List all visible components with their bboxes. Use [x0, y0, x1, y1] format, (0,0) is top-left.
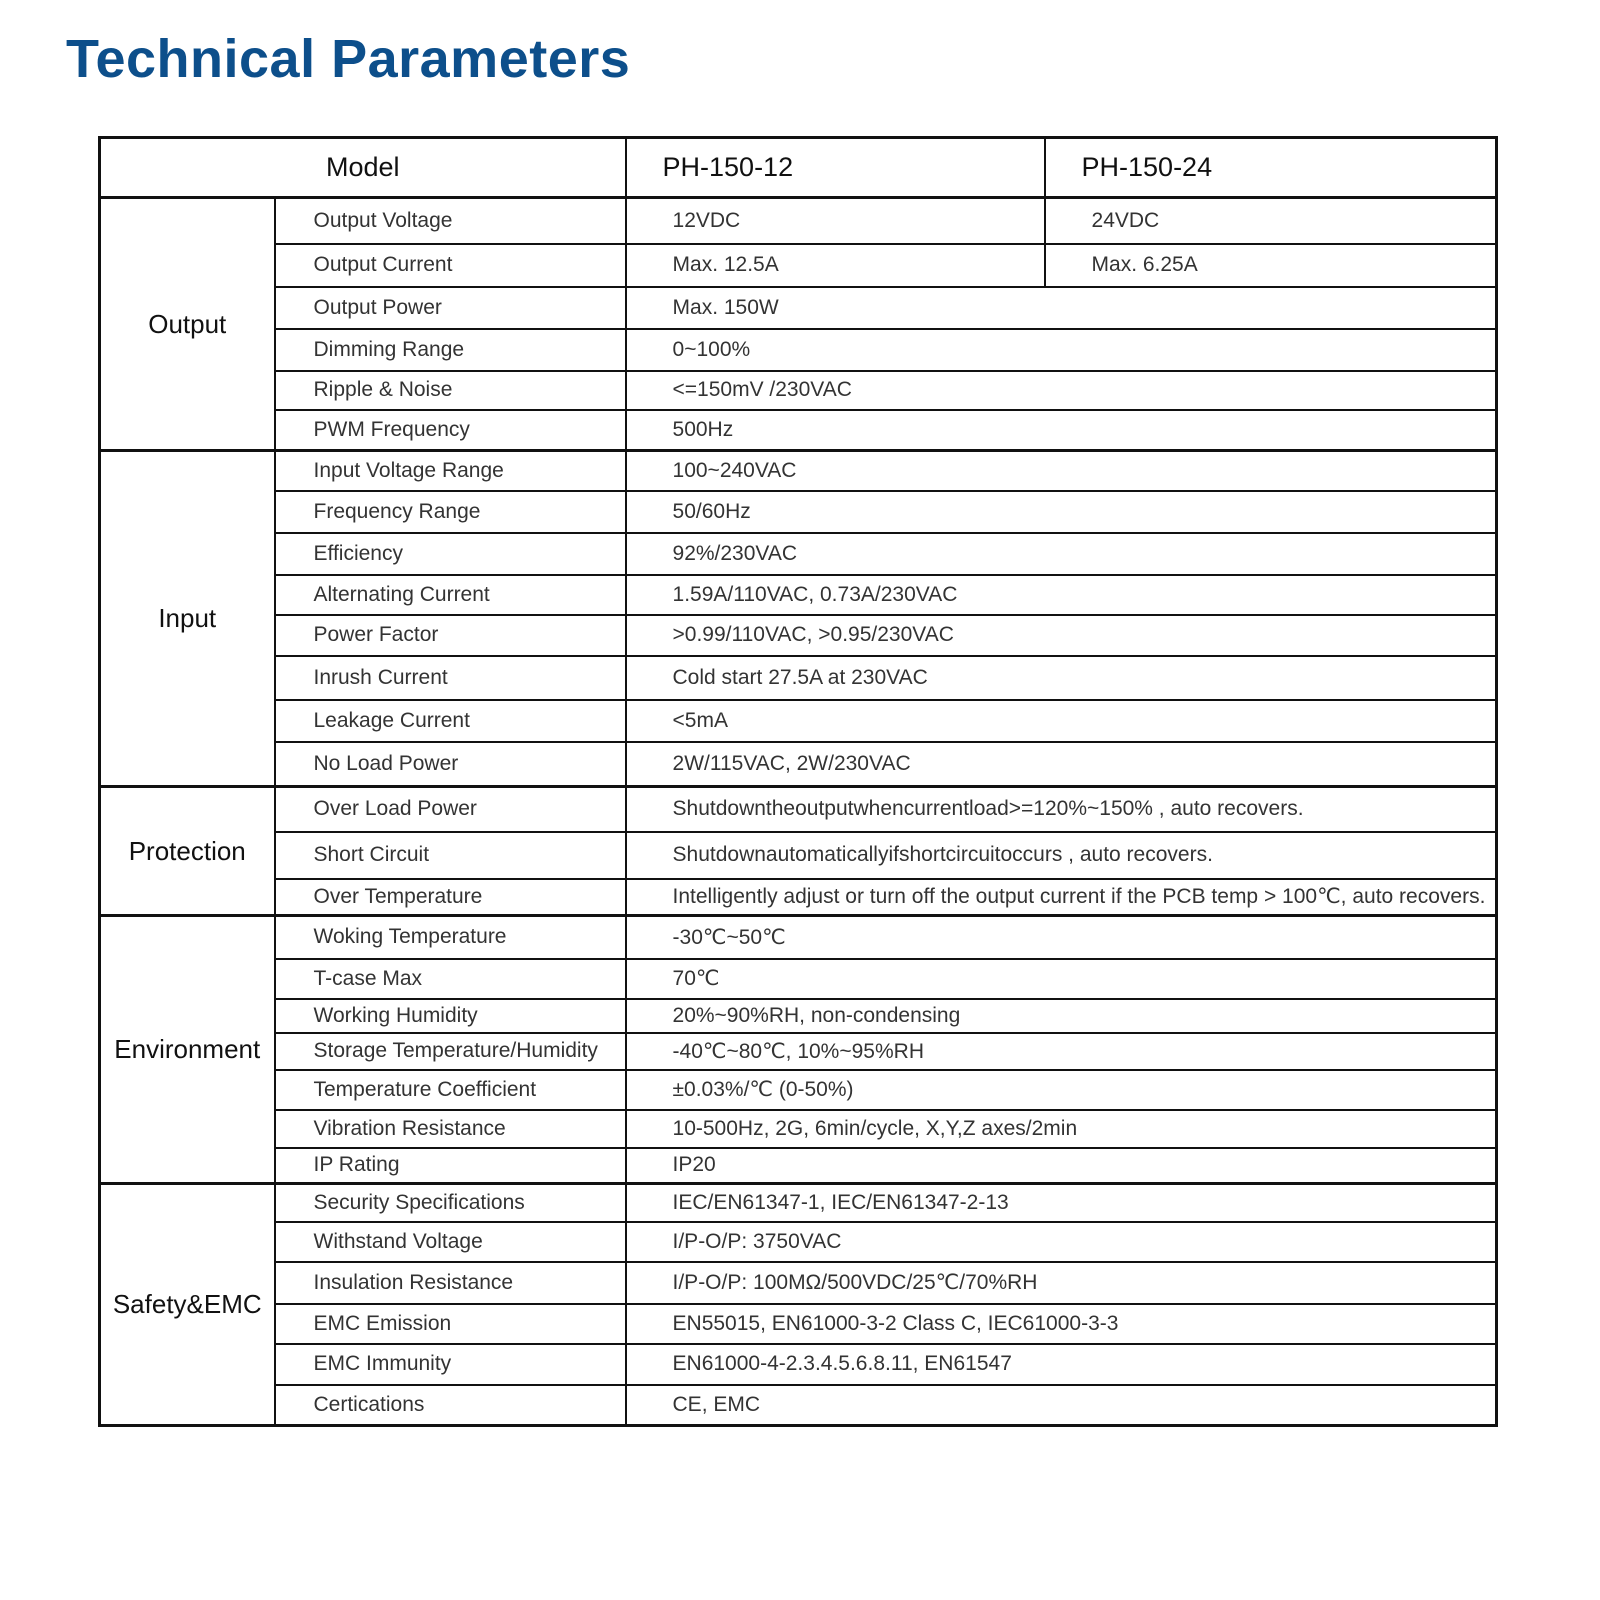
- table-row: [100, 742, 1497, 787]
- parameter-label: Output Voltage: [275, 198, 626, 244]
- table-row: [100, 244, 1497, 287]
- parameter-value: EN55015, EN61000-3-2 Class C, IEC61000-3-3: [626, 1304, 1497, 1344]
- parameter-label: Inrush Current: [275, 656, 626, 700]
- category-cell: Protection: [100, 787, 275, 916]
- model-column-header: PH-150-24: [1045, 138, 1497, 198]
- parameter-value: 70℃: [626, 959, 1497, 999]
- parameter-value: I/P-O/P: 3750VAC: [626, 1222, 1497, 1262]
- parameter-label: Alternating Current: [275, 575, 626, 615]
- parameter-label: Working Humidity: [275, 999, 626, 1033]
- parameter-label: Leakage Current: [275, 700, 626, 742]
- table-row: [100, 999, 1497, 1033]
- table-row: [100, 916, 1497, 959]
- table-row: [100, 1033, 1497, 1070]
- parameter-label: Withstand Voltage: [275, 1222, 626, 1262]
- parameter-label: Dimming Range: [275, 329, 626, 371]
- parameter-value: Intelligently adjust or turn off the output current if the PCB temp > 100℃, auto recovers.: [626, 879, 1497, 916]
- parameter-label: Input Voltage Range: [275, 451, 626, 491]
- parameter-label: T-case Max: [275, 959, 626, 999]
- table-row: [100, 1262, 1497, 1304]
- category-cell: Output: [100, 198, 275, 451]
- category-cell: Input: [100, 451, 275, 787]
- parameter-value: -40℃~80℃, 10%~95%RH: [626, 1033, 1497, 1070]
- parameter-value: Cold start 27.5A at 230VAC: [626, 656, 1497, 700]
- parameter-value: <=150mV /230VAC: [626, 371, 1497, 410]
- parameter-label: PWM Frequency: [275, 410, 626, 451]
- table-row: [100, 1148, 1497, 1184]
- parameter-value: Shutdowntheoutputwhencurrentload>=120%~150% , auto recovers.: [626, 787, 1497, 832]
- table-row: [100, 287, 1497, 329]
- parameter-value: 0~100%: [626, 329, 1497, 371]
- parameter-value: 100~240VAC: [626, 451, 1497, 491]
- parameter-value: CE, EMC: [626, 1385, 1497, 1426]
- table-row: [100, 410, 1497, 451]
- parameter-label: Storage Temperature/Humidity: [275, 1033, 626, 1070]
- parameter-value: 500Hz: [626, 410, 1497, 451]
- table-row: [100, 700, 1497, 742]
- parameter-value: 10-500Hz, 2G, 6min/cycle, X,Y,Z axes/2min: [626, 1110, 1497, 1148]
- parameter-value: IEC/EN61347-1, IEC/EN61347-2-13: [626, 1184, 1497, 1222]
- parameter-label: Temperature Coefficient: [275, 1070, 626, 1110]
- table-row: [100, 491, 1497, 533]
- parameter-value: 1.59A/110VAC, 0.73A/230VAC: [626, 575, 1497, 615]
- parameter-value: Max. 12.5A: [626, 244, 1045, 287]
- parameter-label: Certications: [275, 1385, 626, 1426]
- parameter-value: ±0.03%/℃ (0-50%): [626, 1070, 1497, 1110]
- table-row: [100, 1304, 1497, 1344]
- parameter-label: Short Circuit: [275, 832, 626, 879]
- table-row: [100, 1184, 1497, 1222]
- model-column-header: PH-150-12: [626, 138, 1045, 198]
- parameter-label: Woking Temperature: [275, 916, 626, 959]
- parameter-label: Power Factor: [275, 615, 626, 656]
- parameter-label: Efficiency: [275, 533, 626, 575]
- parameter-value: 12VDC: [626, 198, 1045, 244]
- table-row: [100, 371, 1497, 410]
- parameter-value: Max. 150W: [626, 287, 1497, 329]
- parameter-value: 92%/230VAC: [626, 533, 1497, 575]
- table-row: [100, 879, 1497, 916]
- table-row: [100, 1070, 1497, 1110]
- page-title: Technical Parameters: [66, 29, 631, 89]
- parameter-value: 50/60Hz: [626, 491, 1497, 533]
- parameter-value: -30℃~50℃: [626, 916, 1497, 959]
- table-row: [100, 832, 1497, 879]
- parameter-label: Frequency Range: [275, 491, 626, 533]
- parameter-label: Over Temperature: [275, 879, 626, 916]
- parameter-value: Shutdownautomaticallyifshortcircuitoccurs , auto recovers.: [626, 832, 1497, 879]
- category-cell: Environment: [100, 916, 275, 1184]
- table-row: [100, 533, 1497, 575]
- category-cell: Safety&EMC: [100, 1184, 275, 1426]
- parameter-value: EN61000-4-2.3.4.5.6.8.11, EN61547: [626, 1344, 1497, 1385]
- table-row: [100, 1222, 1497, 1262]
- parameter-value: 2W/115VAC, 2W/230VAC: [626, 742, 1497, 787]
- table-row: [100, 615, 1497, 656]
- parameter-value: IP20: [626, 1148, 1497, 1184]
- parameter-label: No Load Power: [275, 742, 626, 787]
- parameter-label: Output Power: [275, 287, 626, 329]
- parameter-label: Ripple & Noise: [275, 371, 626, 410]
- table-row: [100, 329, 1497, 371]
- parameter-value: I/P-O/P: 100MΩ/500VDC/25℃/70%RH: [626, 1262, 1497, 1304]
- table-row: [100, 1344, 1497, 1385]
- header-row: [100, 138, 1497, 198]
- table-row: [100, 1110, 1497, 1148]
- parameter-label: Over Load Power: [275, 787, 626, 832]
- table-row: [100, 198, 1497, 244]
- parameter-label: Security Specifications: [275, 1184, 626, 1222]
- table-row: [100, 1385, 1497, 1426]
- parameter-value: >0.99/110VAC, >0.95/230VAC: [626, 615, 1497, 656]
- model-header: Model: [100, 138, 626, 198]
- spec-table: [98, 136, 1498, 1427]
- parameter-label: EMC Emission: [275, 1304, 626, 1344]
- parameter-value: 24VDC: [1045, 198, 1497, 244]
- table-row: [100, 575, 1497, 615]
- parameter-label: IP Rating: [275, 1148, 626, 1184]
- parameter-label: Insulation Resistance: [275, 1262, 626, 1304]
- table-row: [100, 787, 1497, 832]
- parameter-value: 20%~90%RH, non-condensing: [626, 999, 1497, 1033]
- parameter-label: Vibration Resistance: [275, 1110, 626, 1148]
- parameter-label: Output Current: [275, 244, 626, 287]
- table-row: [100, 959, 1497, 999]
- spec-table-body: [100, 198, 1497, 1426]
- parameter-value: Max. 6.25A: [1045, 244, 1497, 287]
- parameter-label: EMC Immunity: [275, 1344, 626, 1385]
- table-row: [100, 656, 1497, 700]
- table-row: [100, 451, 1497, 491]
- parameter-value: <5mA: [626, 700, 1497, 742]
